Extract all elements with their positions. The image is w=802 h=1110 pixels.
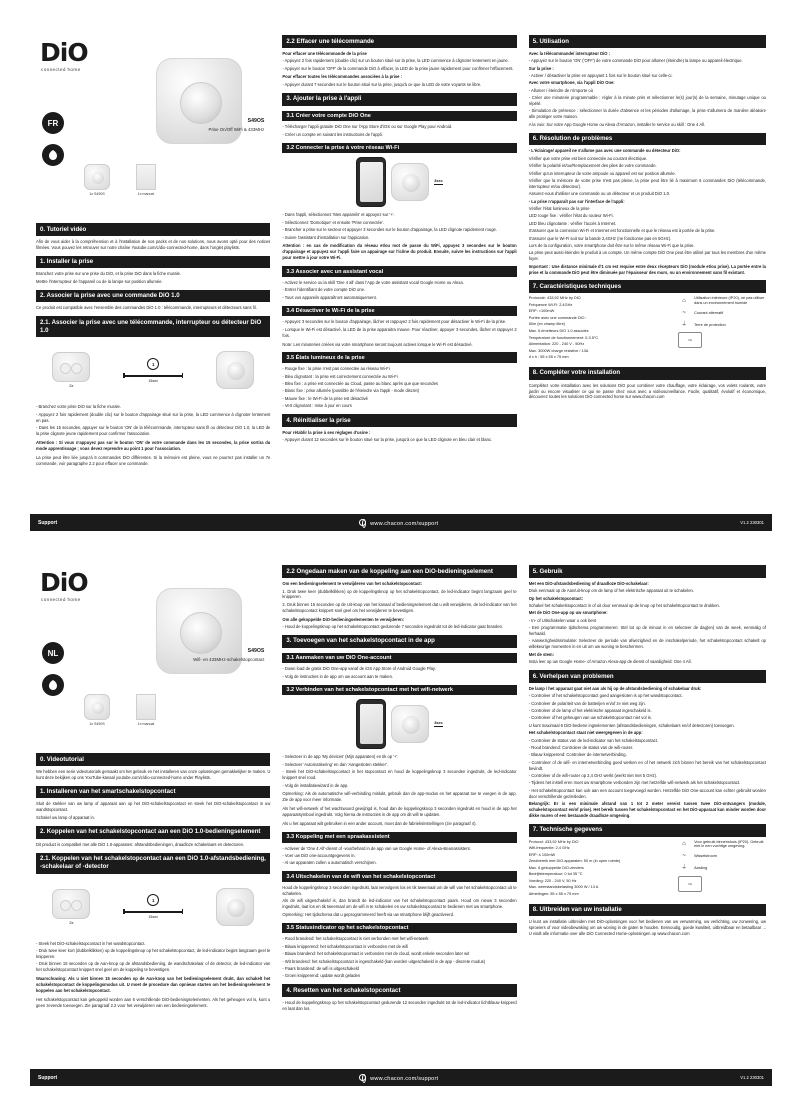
box-item-manual-label: 1x manuel — [137, 192, 155, 196]
symbol-indoor-text-nl: Voor gebruik binnenshuis (IP20). Gebruik niet in een vochtige omgeving. — [694, 839, 764, 849]
spec-nl-protocol: Protocol: 433,92 MHz by DiO — [528, 839, 579, 844]
prob-line-7: - La prise n'apparaît pas sur l'interface de l'appli: — [528, 198, 625, 204]
section-title-gebruik: 5. Gebruik — [529, 565, 766, 578]
desactiver-note: Note: Les minuteries créées via votre smartphone seront toujours actives lorsque le Wi-Fi est désactivé. — [282, 341, 473, 347]
spec-nl-erp: ERP: ≤ 100mW — [528, 852, 556, 857]
ongedaan-step-1: 1. Druk twee keer (dubbelklikken) op de koppelingsknop op het schakelstopcontact, de led-indicator begint langzaam geel te knipperen. — [282, 588, 517, 600]
prob-line-2: Vérifier que votre prise est bien connectée au courant électrique. — [528, 155, 648, 161]
manual-sheet-fr — [30, 26, 772, 531]
section-title-effacer: 2.2 Effacer une télécommande — [282, 35, 516, 48]
wifi-illustration-fr — [282, 157, 516, 207]
leaf-icon-nl — [42, 674, 64, 696]
installer-line-2: Mettre l'interrupteur de l'appareil ou de la lampe sur position allumée. — [36, 278, 163, 284]
spec-nl-wifi-freq: Wifi-frequentie: 2,4 GHz — [528, 846, 570, 851]
verhelpen-line-4: - Controleer of de lamp of het elektrische apparaat ingeschakeld is. — [528, 707, 652, 713]
spec-power: Alimentation: 220 - 240 V - 50Hz — [528, 342, 585, 347]
box-item-plug-label: 1x S490S — [89, 192, 105, 196]
compliance-mark: CE — [678, 332, 702, 348]
fr-header — [36, 40, 270, 218]
section-title-connecter-wifi: 3.2 Connecter la prise à votre réseau Wi-Fi — [282, 143, 516, 154]
plug-illustration-nl — [216, 888, 254, 926]
led-state-6: - Vert clignotant : mise à jour en cours — [282, 403, 352, 409]
box-item-manual-label-nl: 1x manual — [137, 722, 155, 726]
mini-manual-icon-nl — [136, 694, 156, 720]
uitschakelen-step-1: Houd de koppelingsknop 3 seconden ingedrukt, laat vervolgens los en tik tweemaal om de wifi van het schakelstopcontact uit te schakelen. — [282, 885, 517, 897]
section-title-tech: 7. Caractéristiques techniques — [529, 280, 766, 293]
gebruik-line-7: - Een programmatie tijdschema programmeren: Stel tot op de minuut in en selecteer de dag(en) van de week, eenmalig of herhaald. — [528, 625, 766, 637]
fr-column-1 — [30, 26, 276, 531]
prob-line-3: Vérifier la polarité et/ou/Remplacement des piles de votre commande. — [528, 163, 657, 169]
product-code-nl: S49OS — [247, 648, 265, 654]
effacer-sub-1: Pour effacer une télécommande de la prise — [282, 50, 367, 56]
verhelpen-line-11: - Controleer of de wifi- en internetverbinding goed werken en of het netwerk zich binnen het bereik van het schakelstopcontact bevindt. — [528, 759, 766, 771]
compliance-mark-nl: CE — [678, 876, 702, 892]
section-title-desactiver-wifi: 3.4 Désactiver le Wi-Fi de la prise — [282, 306, 516, 317]
phone-icon — [356, 157, 386, 207]
gebruik-line-3: Op het schakelstopcontact: — [528, 595, 583, 601]
spec-nl-range: Zendbereik met DiO-apparaten: 50 m (in open ruimte) — [528, 859, 621, 864]
section-body-tutoriel: Afin de vous aider à la compréhension et à l'installation de nos packs et de nos solutions, nous avons opté pour des notices filmées. Vous pouvez les retrouver sur notre chaîne Youtube.com/c/dio-connected-home, dans l'onglet playlists. — [36, 238, 271, 250]
koppelen21-step-3: - Druk binnen 15 seconden op de Aan-knop op de afstandsbediening, de wandschakelaar of de detector, de led-indicator van het schakelstopcontact knippert snel geel om de koppeling te bevestigen. — [36, 961, 271, 973]
verbinden-step-2: - Selecteer 'Automatisering' en dan 'Aangesloten stekker'. — [282, 761, 388, 767]
assoc-step-1: - Branchez votre prise DiO sur la fiche murale. — [36, 404, 121, 410]
verhelpen-line-10: - Blauw knipperend: Controleer de internetverbinding. — [528, 752, 627, 758]
spec-range-title: Portée avec une commande DiO : — [528, 315, 587, 320]
section-title-statusindicator: 3.5 Statusindicator op het schakelstopcontact — [282, 923, 516, 934]
plug-icon-nl — [391, 705, 429, 743]
verhelpen-line-8: - Controleer de status van de led-indicator van het schakelstopcontact. — [528, 737, 659, 743]
util-line-2: - Appuyez sur le bouton 'ON' ('OFF') de votre commande DiO pour allumer (éteindre) la lampe ou appareil électrique. — [528, 58, 743, 64]
status-state-6: - Groen knipperend: update wordt geladen — [282, 973, 361, 979]
installeren-line-1: Sluit de stekker van uw lamp of apparaat aan op het DiO-schakelstopcontact en steek het DiO-schakelstopcontact in uw wandstopcontact. — [36, 801, 271, 813]
vocal-step-2: - Entrer l'identifiant de votre compte DiO one. — [282, 287, 366, 293]
section-title-assistant-vocal: 3.3 Associer avec un assistant vocal — [282, 266, 516, 277]
product-subtitle-fr: Prise On/Off WiFi & 433MHz — [208, 127, 265, 132]
section-title-installer: 1. Installer la prise — [36, 256, 270, 269]
verhelpen-line-6: U kunt maximaal 6 DiO-bediene ingselementen (afstandsbedieningen, schakelaars en/of detectoren) toevoegen. — [528, 722, 735, 728]
gebruik-line-9: Met de stem: — [528, 651, 554, 657]
section-title-videotutorial: 0. Videotutorial — [36, 753, 270, 766]
tech-spec-table-nl — [529, 840, 766, 899]
wifi-step-2: - Sélectionnez 'Domotique' et ensuite 'Prise connectée'. — [282, 219, 385, 225]
spec-load: Max. 3000W charge résistive / 13A — [528, 348, 589, 353]
wifi-step-1: - Dans l'appli, sélectionnez 'Mes appareils' et appuyez sur '+'. — [282, 212, 395, 218]
spraak-step-1: - Activeer de 'One 4 All'-dienst of -voorbehard in de app van uw Google Home- of Alexa-steunassistent. — [282, 845, 471, 851]
gebruik-line-8: - Aanwezigheidssimulatie: Selecteer de periode van afwezigheid en de inschakelperiode, het schakelstopcontact schakelt op willekeurige momenten in en uit om uw woning te beschermen. — [528, 638, 766, 650]
spec-nl-load: Max. weerstandsbelasting 3000 W / 13 A — [528, 885, 599, 890]
spec-nl-max-senders: Max. 6 gekoppelde DiO-zenders — [528, 865, 584, 870]
box-item-plug-nl — [84, 694, 110, 726]
version-fr: V1.2 230301 — [740, 520, 764, 525]
spec-nl-temperature: Bedrijfstemperatuur: 0 tot 35 °C — [528, 872, 583, 877]
desactiver-step-2: - Lorsque le Wi-Fi est désactivé, la LED de la prise apparaitra mauve. Pour réactiver, appuyer 3 secondes, lâcher et rappuyer 2 fois. — [282, 326, 517, 338]
reset-sub: Pour rétablir la prise à ses réglages d'usine : — [282, 429, 371, 435]
section-title-uitbreiden: 8. Uitbreiden van uw installatie — [529, 904, 766, 917]
nl-column-3 — [523, 556, 772, 1086]
product-code-fr: S49OS — [247, 118, 265, 124]
box-item-manual-nl — [136, 694, 156, 726]
symbol-ac-text-nl: Wisselstroom — [694, 854, 717, 859]
ongedaan-sub-1: Om een bedieningselement te verwijderen van het schakelstopcontact: — [282, 581, 423, 587]
spec-nl-dimensions: Afmetingen: 55 x 55 x 75 mm — [528, 892, 579, 896]
fr-column-2 — [276, 26, 522, 531]
verbinden-note-2: Als het wifi-netwerk of het wachtwoord gewijzigd is, houd dan de koppelingsknop 3 seconden ingedrukt en houd in de app het apparaatsymbool ingedrukt. Volg hierna de instructies in de app om dit wifi te updaten. — [282, 806, 517, 818]
earth-ground-icon-nl: ⏚ — [681, 865, 688, 872]
section-title-associer-telecommande: 2.1. Associer la prise avec une télécommande, interrupteur ou détecteur DiO 1.0 — [36, 316, 270, 337]
status-state-1: - Rood brandend: het schakelstopcontact is niet verbonden met het wifi-netwerk — [282, 936, 429, 942]
support-url-nl[interactable]: www.chacon.com/support — [57, 1074, 740, 1082]
symbol-earth — [678, 321, 766, 330]
section-title-toevoegen: 3. Toevoegen van het schakelstopcontact in de app — [282, 635, 516, 648]
section-title-verhelpen: 6. Verhelpen van problemen — [529, 670, 766, 683]
section-title-koppelen-21: 2.1. Koppelen van het schakelstopcontact aan een DiO 1.0-afstandsbediening, -schakelaar of -detector — [36, 853, 270, 874]
verhelpen-line-13: - Tijdens het instell eren moet uw smartphone verbonden zijn met hetzelfde wifi-netwerk als het schakelstopcontact. — [528, 780, 741, 786]
section-title-tech-nl: 7. Technische gegevens — [529, 824, 766, 837]
assoc-memory-note: La prise peut être liée jusqu'à 6 commandes DiO différentes. Si la mémoire est pleine, vous ne pourrez pas installer un 7e commande, voir paragraphe 2.2 pour effacer une commande. — [36, 454, 271, 466]
earth-ground-icon: ⏚ — [681, 321, 688, 328]
ongedaan-step-2: 2. Druk binnen 15 seconden op de Uit-knop van het kanaal of bedieningselement dat u wilt verwijderen, de led-indicator van het schakelstopcontact knippert snel geel om het verwijderen te bevestigen. — [282, 601, 517, 613]
ac-current-icon-nl: ~ — [682, 853, 686, 860]
verhelpen-line-3: - Controleer de polariteit van de batterijen en/of ze niet weg zijn. — [528, 700, 646, 706]
nl-header — [36, 570, 270, 748]
completer-body: Complétez votre installation avec les solutions DiO pour combiner votre chauffage, votre éclairage, vos volets roulants, votre jardin ou encore visualiser ce qui se passe chez vous avec a vidéosurveillance. Facile, qualitatif, évolutif et économique, découvrez toutes les solutions DiO connected home sur www.chacon.com — [528, 382, 766, 400]
spec-erp: ERP: <100mW — [528, 309, 555, 314]
section-title-problemes: 6. Résolution de problèmes — [529, 133, 766, 146]
gebruik-line-2: Druk eenmaal op de Aan/uit-knop om de lamp of het elektrische apparaat uit te schakelen. — [528, 588, 694, 594]
util-line-5: Avec votre smartphone, via l'appli DiO One: — [528, 80, 615, 86]
spraak-step-2: - Voer uw DiO one-accountgegevens in. — [282, 853, 356, 859]
prob-line-13: Lors de la configuration, votre smartphone doit être sur le même réseau Wi-Fi que la prise. — [528, 242, 695, 248]
plug-illustration — [216, 351, 254, 389]
effacer-step-2: - Appuyer sur le bouton 'OFF' de la commande DiO à effacer, la LED de la prise jaune rapidement pour confirmer l'effacement. — [282, 65, 514, 71]
gebruik-line-10: Insta leer op uw Google Home- of Amazon Alexa-app de dienst of vaardigheid: One 4 All. — [528, 659, 692, 665]
section-title-compte-dio: 3.1 Créer votre compte DiO One — [282, 111, 516, 122]
account-step-2: - Volg de instructies in de app om uw account aan te maken. — [282, 673, 394, 679]
house-icon: ⌂ — [682, 297, 686, 304]
tech-spec-right-nl — [678, 840, 766, 899]
symbol-earth-nl — [678, 864, 766, 873]
koppelen-body: Dit product is compatibel met alle DiO 1.0-apparaten: afstandsbedieningen, draadloze schakelaars en detectoren. — [36, 841, 245, 847]
led-state-5: - Mauve fixe : le Wi-Fi de la prise est désactivé — [282, 395, 368, 401]
brand-tagline: connected home — [41, 67, 81, 72]
spec-protocol: Protocole: 433,92 MHz by DiO — [528, 296, 581, 301]
globe-icon — [359, 519, 366, 526]
wifi-illustration-nl — [282, 699, 516, 749]
vocal-step-1: - Activez le service ou la skill 'One 4 all' dans l'App de votre assistant vocal Google Home ou Alexa. — [282, 279, 464, 285]
gebruik-line-1: Met een DiO-afstandsbediening of draadloze DiO-schakelaar: — [528, 580, 649, 586]
util-line-6: - Allumer / éteindre de n'importe où — [528, 87, 594, 93]
box-item-manual — [136, 164, 156, 196]
spec-wifi-freq: Fréquence Wi-Fi: 2,4GHz — [528, 302, 573, 307]
prob-line-5: Vérifier que la mémoire de votre prise n'est pas pleine, la prise peut être lié à maximum 6 commandes DiO (télécommande, interrupteur et/ou détecteur). — [528, 177, 766, 189]
wifi-step-4: - Suivre l'assistant d'installation sur l'appication. — [282, 234, 370, 240]
symbol-indoor-use — [678, 296, 766, 306]
support-url-fr[interactable]: www.chacon.com/support — [57, 519, 740, 527]
uitschakelen-note: Opmerking: Het tijdschema dat u geprogrammeerd heeft via uw smartphone blijft geactiveerd. — [282, 911, 455, 917]
leaf-icon — [42, 144, 64, 166]
verbinden-step-1: - Selecteer in de app 'My devices' (Mijn apparaten) en tik op '+'. — [282, 754, 399, 760]
videotutorial-body: We hebben een serie videotutorials gemaakt om het gebruik en het installeren van onze oplossingen gemakkelijker te maken. U kunt deze bekijken op ons YouTube-kanaal youtube.com/c/dio-connected-home onder Playlists. — [36, 768, 271, 780]
symbol-indoor-text: Utilisation intérieure (IP20), ne pas utiliser dans un environnement humide — [694, 296, 765, 306]
mini-plug-icon — [84, 164, 110, 190]
hold-3sec-label: 3sec — [434, 179, 443, 184]
brand-tagline-nl: connected home — [41, 597, 81, 602]
symbol-earth-text: Terre de protection — [694, 322, 726, 327]
section-title-spraak: 3.3 Koppeling met een spraakassistent — [282, 832, 516, 843]
installeren-line-2: Schakel uw lamp of apparaat in. — [36, 814, 95, 820]
mini-manual-icon — [136, 164, 156, 190]
tech-spec-right-fr — [678, 296, 766, 362]
globe-icon-nl — [359, 1074, 366, 1081]
section-title-reinitialiser: 4. Réinitialiser la prise — [282, 414, 516, 427]
mini-plug-icon-nl — [84, 694, 110, 720]
pairing-illustration-nl — [36, 879, 270, 935]
product-subtitle-nl: Wifi- en 433MHz-schakelstopcontact — [193, 657, 265, 662]
associer-body: Ce produit est compatible avec l'ensemble des commandes DiO 1.0 : télécommande, interrupteurs et détecteurs sans fil. — [36, 305, 257, 311]
section-title-installeren: 1. Installeren van het smartschakelstopcontact — [36, 786, 270, 799]
status-state-4: - Wit brandend: het schakelstopcontact is ingeschakeld (kan worden uitgeschakeld in de app - discrete modus) — [282, 958, 486, 964]
led-state-2: - Bleu clignotant : la prise est correctement connectée au Wi-Fi — [282, 373, 398, 379]
section-title-resetten: 4. Resetten van het schakelstopcontact — [282, 984, 516, 997]
section-title-ongedaan: 2.2 Ongedaan maken van de koppeling aan een DiO-bedieningselement — [282, 565, 516, 578]
gebruik-line-6: - In- of Uitschakelen waar u ook bent — [528, 617, 597, 623]
section-title-verbinden-wifi: 3.2 Verbinden van het schakelstopcontact met het wifi-netwerk — [282, 685, 516, 696]
verbinden-note-1: Opmerking: Als de automatische wifi-verbinding mislukt, gebruik dan de app-modus en het apparaat toe te voegen in de app. Zie de app voor meer informatie. — [282, 791, 517, 803]
verhelpen-important: Belangrijk: Er is een minimale afstand van 1 tot 2 meter vereist tussen twee DiO-ontvangers (module, schakelstopcontact en/of prise). Het bereik tussen het schakelstopcontact en het DiO-apparaat kan minder worden door dikke muren of een bestaande draadloze omgeving. — [528, 801, 766, 818]
prob-line-6: Assurez-vous d'utiliser une commande ou un détecteur et un produit DiO 1.0. — [528, 191, 671, 197]
version-nl: V1.2 230301 — [740, 1075, 764, 1080]
effacer-step-1: - Appuyez 2 fois rapidement (double clic) sur un bouton situé sur la prise, la LED commence à clignoter lentement en jaune. — [282, 58, 509, 64]
verbinden-step-4: - Volg de installatiewizard in de app. — [282, 782, 349, 788]
nl-column-1 — [30, 556, 276, 1086]
reset-step: - Appuyer durant 12 secondes sur le bouton situé sur la prise, jusqu'à ce que la LED clignote en bleu clair et blanc. — [282, 437, 493, 443]
section-title-associer: 2. Associer la prise avec une commande DiO 1.0 — [36, 290, 270, 303]
box-contents-fr — [84, 164, 156, 196]
brand-logo-nl: DiO — [40, 568, 88, 597]
koppelen21-memory-note: Het schakelstopcontact kan gekoppeld worden aan 6 verschillende DiO-bedieningselementen. Als het geheugen vol is, kunt u geen zevende toevoegen. Zie paragraaf 2.2 voor het verwijderen van een bedieningselement. — [36, 996, 271, 1008]
section-title-koppelen: 2. Koppelen van het schakelstopcontact aan een DiO 1.0-bedieningselement — [36, 826, 270, 839]
prob-line-14: La prise peut aussi éteindre le produit à un compte. Un même compte DiO One peut être utilisé par tous les membres d'un même foyer. — [528, 250, 766, 262]
spec-max-emitters: Max. 6 émetteurs DiO 1.0 associés — [528, 329, 589, 334]
spec-dimensions: d x h : 55 x 55 x 75 mm — [528, 355, 569, 360]
section-title-ajouter-app: 3. Ajouter la prise à l'appli — [282, 93, 516, 106]
prob-line-11: S'assurer que la connexion Wi-Fi et Internet est fonctionnelle et que le réseau est à portée de la prise. — [528, 228, 716, 234]
symbol-ac-text: Courant alternatif — [694, 310, 724, 315]
spec-range-value: 50m (en champ libre) — [528, 322, 566, 327]
language-badge-fr: FR — [42, 112, 64, 134]
box-item-plug — [84, 164, 110, 196]
resetten-step: - Houd de koppelingsknop op het schakelstopcontact gedurende 12 seconden ingedrukt tot de led-indicator lichtblauw knipperd en laat dan los. — [282, 1000, 517, 1011]
remote-illustration: 2x — [52, 352, 90, 388]
timer-15sec-nl: 1 15sec — [123, 894, 183, 919]
prob-important: Important : Une distance minimale d'1 cm est requise entre deux récepteurs DiO (module et/ou prise). La portée entre la prise et la commande DiO peut être diminuée par l'épaisseur des murs, ou un environnement sans fil existant. — [528, 263, 766, 275]
spec-nl-power: Voeding: 220 - 240 V, 50 Hz — [528, 878, 577, 883]
plug-icon — [391, 163, 429, 201]
status-state-3: - Blauw brandend: het schakelstopcontact is verbonden met de cloud, wordt enkele seconden later wit — [282, 951, 470, 957]
section-title-completer: 8. Compléter votre installation — [529, 367, 766, 380]
ac-current-icon: ~ — [682, 310, 686, 317]
prob-line-12: S'assurer que le Wi-Fi soit sur la bande 2,4GHz (ne fonctionne pas en 5GHz). — [528, 235, 672, 241]
effacer-sub-2: Pour effacer toutes les télécommandes associées à la prise : — [282, 74, 403, 80]
support-label-fr: Support — [38, 519, 58, 526]
section-title-utilisation: 5. Utilisation — [529, 35, 766, 48]
support-label-nl: Support — [38, 1074, 58, 1081]
spec-temperature: Température de fonctionnement: 0-3.5°C — [528, 335, 599, 340]
wifi-attention: Attention : en cas de modification du réseau et/ou mot de passe du WiFi, appuyez 3 secondes sur le bouton d'appairage et appuyez sur l'appli faire un appairage sur l'icône du produit. Ensuite, suivre les instructions sur l'appli pour mettre à jour votre Wi-Fi. — [282, 243, 517, 261]
uitbreiden-body: U kunt uw installatie uitbreiden met DiO-oplossingen voor het bedienen van uw verwarming, uw verlichting, uw zonwering, uw sproeiers of voor videobewaking om uw woning in de gaten te houden. Eenvoudig, goede kwaliteit, uitbreidbaar en betaalbaar ... U vindt alle informatie over alle DiO Connected Home-oplossingen op www.chacon.com — [528, 919, 766, 937]
prob-line-9: LED rouge fixe : vérifier l'état du routeur Wi-Fi. — [528, 213, 614, 219]
koppelen21-step-1: - Steek het DiO-schakelstopcontact in het wandstopcontact. — [36, 940, 146, 946]
manual-sheet-nl — [30, 556, 772, 1086]
installer-line-1: Branchez votre prise sur une prise du DiO, et la prise DiO dans la fiche murale. — [36, 271, 181, 277]
section-title-tutoriel: 0. Tutoriel vidéo — [36, 223, 270, 236]
util-line-7: - Créer une minuterie programmable : régler à la minute près et sélectionner le(s) jour(s) de la semaine, minutage unique ou répété. — [528, 95, 766, 107]
util-line-4: - Activer / désactiver la prise en appuyant 1 fois sur le bouton situé sur celle-ci. — [528, 72, 673, 78]
symbol-earth-text-nl: Aarding — [694, 865, 708, 870]
status-state-2: - Blauw knipperend: het schakelstopcontact is verbonden met de wifi — [282, 943, 409, 949]
account-step-1: - Down load de gratis DiO One-app vanaf de iOS App Store of Android Google Play. — [282, 666, 436, 672]
symbol-ac — [678, 309, 766, 318]
assoc-step-3: - Dans les 15 secondes, appuyer sur le bouton 'ON' de la télécommande, interrupteur sans fil ou détecteur DiO 1.0, la LED de la prise clignote jeune rapidement pour confirmer l'association. — [36, 425, 271, 436]
prob-line-8: Vérifier l'état lumineux de la prise — [528, 206, 590, 212]
ongedaan-sub-2: Om alle gekoppelde DiO-bedieningselementen te verwijderen: — [282, 616, 405, 622]
effacer-step-3: - Appuyer durant 7 secondes sur le bouton situé sur la prise, jusqu'à ce que la LED de votre voyants se libre. — [282, 81, 482, 87]
pairing-illustration-fr — [36, 342, 270, 398]
verhelpen-line-12: - Controleer of de wifi-router op 2,4 GHz werkt (werkt niet met 5 GHz). — [528, 772, 658, 778]
vocal-step-3: - Tous vos appareils apparaîtront automatiquement. — [282, 294, 377, 300]
prob-line-10: LED bleu clignotante : vérifier l'accès à Internet. — [528, 220, 617, 226]
brand-logo: DiO — [40, 38, 88, 67]
prob-line-1: - L'éclairage/ appareil ne s'allume pas avec une commande ou détecteur DiO: — [528, 148, 681, 154]
assoc-step-2: - Appuyez 2 fois rapidement (double clic) sur le bouton d'appairage situé sur la prise, la LED commence à clignoter lentement en pas. — [36, 411, 271, 423]
wifi-step-3: - Brancher a prise sur le secteur et appuyer 3 secondes sur le bouton d'appairage, la LED clignote rapidement rouge. — [282, 227, 497, 233]
status-state-5: - Paars brandend: de wifi is uitgeschakeld — [282, 965, 359, 971]
verhelpen-line-1: De lamp / het apparaat gaat niet aan als hij op de afstandsbediening of schakelaar druk: — [528, 685, 702, 691]
tech-spec-left-fr — [529, 296, 672, 362]
symbol-ac-nl — [678, 852, 766, 861]
timer-15sec: 1 15sec — [123, 358, 183, 383]
tech-spec-left-nl — [529, 840, 672, 899]
compte-step-1: - Télécharger l'appli gratuite DiO One sur l'App Store d'iOS ou sur Google Play pour Android. — [282, 124, 453, 130]
util-line-8: - Simulation de présence : sélectionner la durée d'absence et les périodes d'allumage, la prise s'allumera de manière aléatoire afin protéger votre maison. — [528, 108, 766, 120]
spraak-step-3: - Al uw apparaten zullen u automatisch verschijnen. — [282, 860, 377, 866]
led-state-3: - Bleu fixe : a prise est connectée au Cloud, passe au blanc après que que secondes — [282, 380, 438, 386]
led-state-1: - Rouge fixe : la prise n'est pas connectée au réseau Wi-Fi — [282, 366, 390, 372]
desactiver-step-1: - Appuyez 3 secondes sur le bouton d'appairage, lâcher et rappuyez 2 fois rapidement pour désactiver le Wi-Fi de la prise. — [282, 319, 507, 325]
util-line-9: A la voix: Sur votre App Google Home ou Alexa d'Amazon, installer le service ou skill : One 4 All. — [528, 121, 706, 127]
led-state-4: - Blanc fixe : prise allumée (possible de l'éteindre via l'appli - mode discret) — [282, 388, 420, 394]
verhelpen-line-2: - Controleer of het schakelstopcontact goed aangesloten is op het wandstopcontact. — [528, 693, 683, 699]
koppelen21-warning: Waarschuwing: Als u niet binnen 15 seconden op de Aan-knop van het bedieningselement drukt, dan schakelt het schakelstopcontact de koppelingsmodus uit. U moet de procedure dan opnieuw starten om het bedieningselement te koppelen aan het schakelstopcontact. — [36, 976, 271, 993]
footer-nl — [30, 1069, 772, 1086]
hold-3sec-label-nl: 3sec — [434, 721, 443, 726]
verhelpen-line-14: - Het schakelstopcontact kan ook aan een account toegevoegd worden. Hetzelfde DiO One-account kan echter gebruikt worden door verschillende gezinsleden. — [528, 787, 766, 799]
house-icon-nl: ⌂ — [682, 841, 686, 848]
box-item-plug-label-nl: 1x S490S — [89, 722, 105, 726]
fr-column-3 — [523, 26, 772, 531]
verbinden-step-3: - Steek het DiO-schakelstopcontact in het stopcontact en houd de koppelingsknop 3 seconden ingedrukt, de led-indicator knippert snel rood. — [282, 769, 517, 781]
language-badge-nl: NL — [42, 642, 64, 664]
verhelpen-line-5: - Controleer of het geheugen van uw schakelstopcontact niet vol is. — [528, 715, 652, 721]
section-title-account: 3.1 Aanmaken van uw DiO One-account — [282, 653, 516, 664]
gebruik-line-5: Met de DiO One-app op uw smartphone: — [528, 610, 608, 616]
section-title-etats-led: 3.5 États lumineux de la prise — [282, 352, 516, 363]
compte-step-2: - Créer un compte en suivant les instructions de l'appli. — [282, 131, 383, 137]
verhelpen-line-7: Het schakelstopcontact staat niet weergegeven in de app: — [528, 730, 643, 736]
section-title-uitschakelen-wifi: 3.4 Uitschakelen van de wifi van het schakelstopcontact — [282, 871, 516, 882]
assoc-warning: Attention : Si vous n'appuyez pas sur le bouton 'ON' de votre commande dans les 15 secondes, la prise sortira du mode apprentissage ; vous devez reprendre au point 1 pour l'association. — [36, 439, 271, 451]
gebruik-line-4: Schakel het schakelstopcontact in of uit door eenmaal op de knop op het schakelstopcontact te drukken. — [528, 602, 720, 608]
util-line-3: Sur la prise : — [528, 65, 554, 71]
remote-illustration-nl: 2x — [52, 889, 90, 925]
phone-icon-nl — [356, 699, 386, 749]
verbinden-note-3: Als u het apparaat wilt gebruiken in een ander account, moet dan de fabrieksinstellingen (zie paragraaf 4). — [282, 821, 477, 826]
ongedaan-step-3: - Houd de koppelingsknop op het schakelstopcontact gedurende 7 seconden ingedrukt tot de led-indicator gaat branden. — [282, 623, 504, 629]
nl-column-2 — [276, 556, 522, 1086]
tech-spec-table-fr — [529, 296, 766, 362]
koppelen21-step-2: - Druk twee keer kort (dubbelklikken) op de koppelingsknop op het schakelstopcontact, de led-indicator begint langzaam geel te knipperen. — [36, 947, 271, 959]
box-contents-nl — [84, 694, 156, 726]
util-line-1: Avec la télécommande/ interrupteur DiO : — [528, 50, 610, 56]
verhelpen-line-9: - Rood brandend: Controleer de status van de wifi-router. — [528, 744, 634, 750]
symbol-indoor-use-nl — [678, 840, 766, 850]
uitschakelen-step-2: Als de wifi uitgeschakeld is, dan brandt de led-indicator van het schakelstopcontact paars. Houd om nieuw 3 seconden ingedrukt, laat los en tik tweemaal om de wifi in te schakelen en uw schakelstopcontact te bedienen met uw smartphone. — [282, 898, 517, 910]
footer-fr — [30, 514, 772, 531]
prob-line-4: Vérifier qu'un interrupteur de votre ampoule ou appareil est sur position allumée. — [528, 170, 676, 176]
